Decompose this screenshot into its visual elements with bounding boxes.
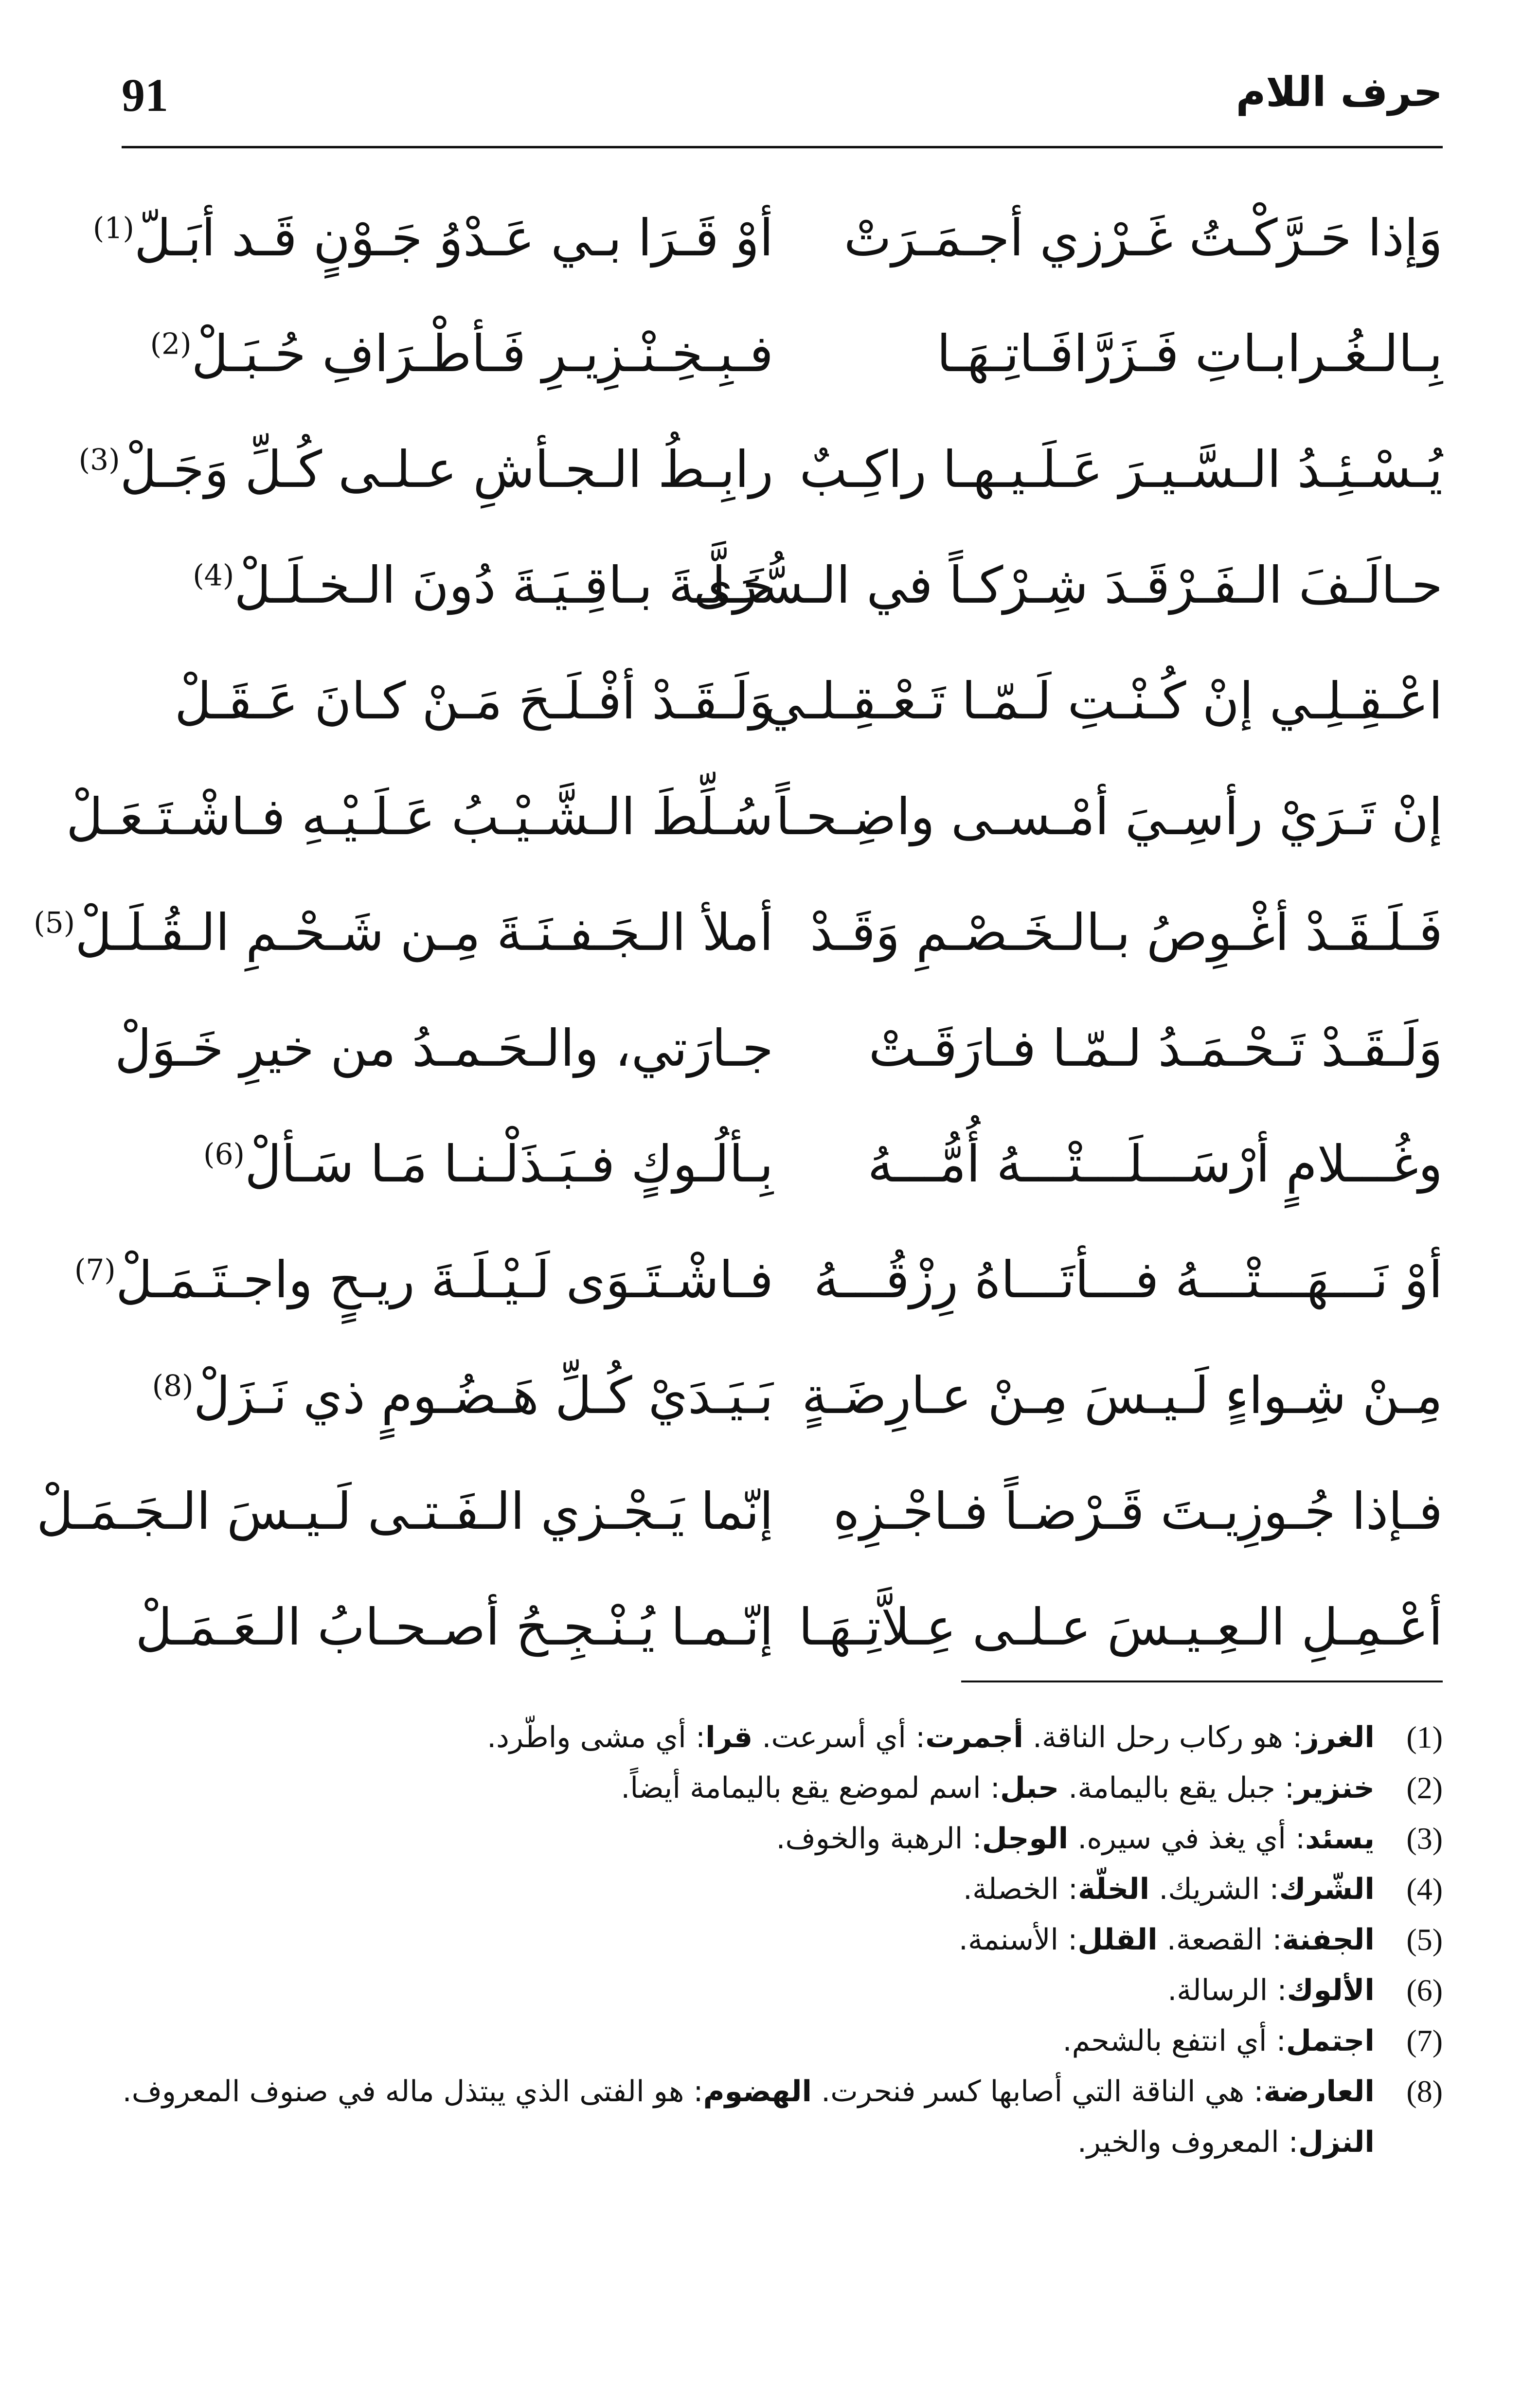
footnote-text: الغرز: هو ركاب رحل الناقة. أجمرت: أي أسرعت. قرا: أي مشى واطّرد. xyxy=(487,1720,1375,1754)
verse-second-hemistich: بِـألُـوكٍ فـبَـذَلْـنـا مَـا سَـألْ$^{(6)}$ xyxy=(203,1134,773,1194)
footnote-marker: (1) xyxy=(92,211,134,246)
verse-second-hemistich: وَلَـقَـدْ أفْـلَـحَ مَـنْ كـانَ عَـقَـلْ xyxy=(174,671,773,731)
verse-second-hemistich: سُـلِّطَ الـشَّـيْـبُ عَـلَـيْـهِ فـاشْـتَـعَـلْ xyxy=(66,787,773,846)
verse-first-hemistich: بِـالـغُـرابـاتِ فَـزَرَّافَـاتِـهَـا xyxy=(936,324,1443,383)
footnotes xyxy=(122,1712,1443,2167)
verse-second-hemistich: أوْ قَـرَا بـي عَـدْوُ جَـوْنٍ قَـد أبَـلّ$^{(1)}$ xyxy=(92,208,773,268)
footnote-number: (7) xyxy=(1406,2023,1443,2058)
page-number: 91 xyxy=(122,69,168,121)
verse-second-hemistich: إنّما يَـجْـزي الـفَـتـى لَـيـسَ الـجَـمَـلْ xyxy=(36,1482,773,1541)
footnote-marker: (4) xyxy=(193,558,234,593)
verse-first-hemistich: حـالَـفَ الـفَـرْقَـدَ شِـرْكـاً في الـسُّرَى xyxy=(693,555,1443,615)
running-title: حرف اللام xyxy=(1236,68,1443,116)
verse xyxy=(34,875,1443,990)
footnote xyxy=(122,2016,1443,2066)
verse xyxy=(114,990,1443,1106)
verse-second-hemistich: أملأ الـجَـفـنَـةَ مِـن شَـحْـمِ الـقُـلَـلْ$^{(5)}$ xyxy=(34,903,773,962)
footnote xyxy=(122,1813,1443,1864)
footnote-text: يسئد: أي يغذ في سيره. الوجل: الرهبة والخوف. xyxy=(776,1822,1375,1856)
poem xyxy=(34,180,1443,1685)
verse xyxy=(66,759,1443,875)
footnote-text: الشّرك: الشريك. الخلّة: الخصلة. xyxy=(963,1872,1375,1906)
verse xyxy=(122,1569,1443,1685)
verse xyxy=(122,296,1443,411)
footnote-marker: (2) xyxy=(150,327,192,361)
footnote xyxy=(122,1763,1443,1813)
verse-first-hemistich: فـإذا جُـوزِيـتَ قَـرْضـاً فـاجْـزِهِ xyxy=(833,1482,1443,1541)
footnote xyxy=(122,1914,1443,1965)
footnote-number: (6) xyxy=(1406,1973,1443,2007)
verse xyxy=(36,1453,1443,1569)
footnote-marker: (8) xyxy=(152,1369,194,1403)
verse-second-hemistich: جـارَتي، والـحَـمـدُ من خيرِ خَـوَلْ xyxy=(114,1019,773,1078)
header-rule xyxy=(122,146,1443,148)
verse-first-hemistich: أوْ نَـــهَـــتْـــهُ فـــأتَـــاهُ رِزْقُـــهُ xyxy=(813,1250,1443,1309)
verse-second-hemistich: فـبِـخِـنْـزِيـرِ فَـأطْـرَافِ حُـبَـلْ$^{(2)}$ xyxy=(150,324,773,383)
verse-first-hemistich: يُـسْـئِـدُ الـسَّـيـرَ عَـلَـيـهـا راكِـبٌ xyxy=(799,440,1443,499)
footnote-text: الجفنة: القصعة. القلل: الأسنمة. xyxy=(958,1923,1375,1957)
footnote-number: (4) xyxy=(1406,1872,1443,1906)
verse-first-hemistich: اعْـقِـلِـي إنْ كُـنْـتِ لَـمّـا تَـعْـقِـلـي xyxy=(763,671,1443,731)
verse-first-hemistich: مِـنْ شِـواءٍ لَـيـسَ مِـنْ عـارِضَـةٍ xyxy=(802,1366,1443,1425)
verse xyxy=(122,643,1443,759)
footnote-marker: (5) xyxy=(34,906,75,940)
verse-second-hemistich: بَـيَـدَيْ كُـلِّ هَـضُـومٍ ذي نَـزَلْ$^{(8)}$ xyxy=(152,1366,773,1425)
verse-first-hemistich: وغُـــلامٍ أرْسَـــلَـــتْـــهُ أُمُّـــهُ xyxy=(867,1134,1443,1194)
verse-first-hemistich: وَلَـقَـدْ تَـحْـمَـدُ لـمّـا فـارَقَـتْ xyxy=(868,1019,1443,1078)
footnote-number: (8) xyxy=(1406,2074,1443,2109)
verse-first-hemistich: فَـلَـقَـدْ أغْـوِصُ بـالـخَـصْـمِ وَقَـدْ xyxy=(810,903,1443,962)
footnote-text: العارضة: هي الناقة التي أصابها كسر فنحرت. الهضوم: هو الفتى الذي يبتذل ماله في صنوف المعروف. النزل: المعروف والخير. xyxy=(122,2074,1375,2159)
page-header xyxy=(122,58,1443,156)
verse xyxy=(92,180,1443,296)
footnote xyxy=(122,1712,1443,1763)
footnote-number: (1) xyxy=(1406,1720,1443,1754)
verse-first-hemistich: وَإذا حَـرَّكْـتُ غَـرْزي أجـمَـرَتْ xyxy=(843,208,1443,268)
footnote-separator xyxy=(961,1681,1443,1682)
verse xyxy=(122,1106,1443,1222)
verse xyxy=(122,1338,1443,1453)
footnote xyxy=(122,2066,1443,2167)
footnote-text: اجتمل: أي انتفع بالشحم. xyxy=(1062,2024,1375,2058)
footnote-text: الألوك: الرسالة. xyxy=(1167,1973,1375,2007)
verse xyxy=(78,411,1443,527)
verse-second-hemistich: رابِـطُ الـجـأشِ عـلـى كُـلِّ وَجَـلْ$^{(3)}$ xyxy=(78,440,773,499)
verse-first-hemistich: إنْ تَـرَيْ رأسِـيَ أمْـسـى واضِـحـاً xyxy=(775,787,1443,846)
verse xyxy=(74,1222,1443,1338)
footnote-number: (2) xyxy=(1406,1770,1443,1805)
footnote-marker: (7) xyxy=(74,1253,116,1287)
footnote-text: خنزير: جبل يقع باليمامة. حبل: اسم لموضع يقع باليمامة أيضاً. xyxy=(621,1771,1375,1805)
footnote-marker: (6) xyxy=(203,1137,245,1172)
verse xyxy=(122,527,1443,643)
verse-second-hemistich: إنّـمـا يُـنْـجِـحُ أصـحـابُ الـعَـمَـلْ xyxy=(135,1597,773,1657)
footnote-marker: (3) xyxy=(78,443,120,477)
verse-second-hemistich: خَـلَّـةَ بـاقِـيَـةَ دُونَ الـخـلَـلْ$^{(4)}$ xyxy=(193,555,773,615)
footnote-number: (5) xyxy=(1406,1922,1443,1957)
footnote xyxy=(122,1864,1443,1914)
footnote xyxy=(122,1965,1443,2016)
footnote-number: (3) xyxy=(1406,1821,1443,1856)
verse-first-hemistich: أعْـمِـلِ الـعِـيـسَ عـلـى عِـلاَّتِـهَـا xyxy=(798,1597,1443,1657)
verse-second-hemistich: فـاشْـتَـوَى لَـيْـلَـةَ ريـحٍ واجـتَـمَـلْ$^{(7)}$ xyxy=(74,1250,773,1309)
